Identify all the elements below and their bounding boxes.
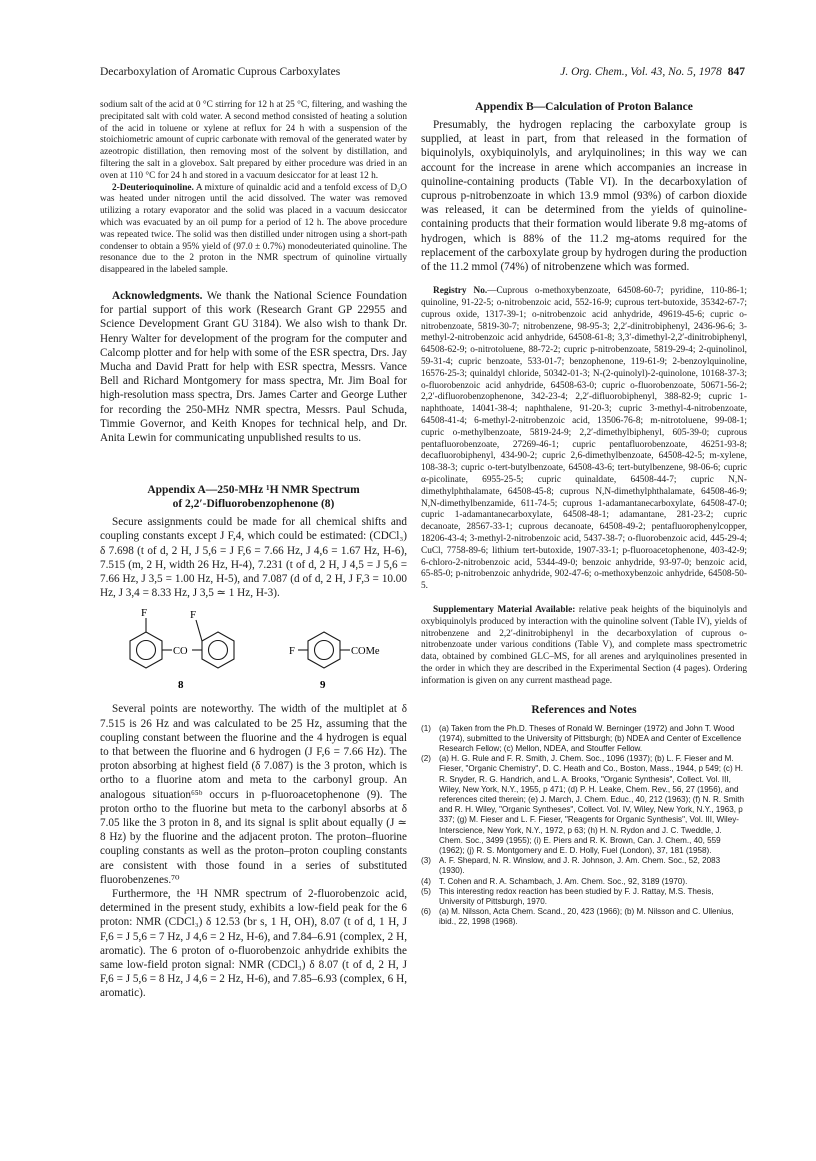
reference-number: (3)	[421, 856, 431, 866]
compound-9-number: 9	[320, 679, 326, 692]
reference-item	[421, 877, 747, 887]
references-list	[421, 724, 747, 928]
reference-text: A. F. Shepard, N. R. Winslow, and J. R. Johnson, J. Am. Chem. Soc., 52, 2083 (1930).	[439, 856, 721, 876]
reference-text: (a) H. G. Rule and F. R. Smith, J. Chem. Soc., 1096 (1937); (b) L. F. Fieser and M. Fieser, "Organic Chemistry", D. C. Heath and Co., Boston, Mass., 1944, p 549; (c) H. R. Snyder, R. G. Handrich, and L. A. Brooks, "Organic Synthesis", Collect. Vol. III, Wiley, New York, N.Y., 1955, p 471; (d) P. H. Leake, Chem. Rev., 56, 27 (1956), and references cited therein; (e) J. March, J. Chem. Educ., 40, 212 (1963); (f) N. R. Smith and R. H. Wiley, "Organic Syntheses", Collect. Vol. IV, Wiley, New York, N.Y., 1963, p 337; (g) M. Fieser and L. F. Fieser, "Reagents for Organic Synthesis", Vol. III, Wiley-Interscience, New York, N.Y., 1972, p 63; (h) H. N. Rydon and J. C. Tweddle, J. Chem. Soc., 3499 (1955); (i) E. Piers and R. K. Brown, Can. J. Chem., 40, 559 (1962); (j) R. S. Montgomery and E. D. Holly, Fuel (London), 37, 181 (1958).	[439, 754, 744, 855]
running-header	[100, 66, 745, 82]
deuterioquinoline-title: 2-Deuterioquinoline.	[112, 182, 194, 193]
right-column	[421, 100, 747, 928]
structure-9-acetyl-label: COMe	[351, 646, 380, 658]
structure-8-f-bond-right	[196, 620, 202, 641]
compound-8-number: 8	[178, 679, 184, 692]
reference-number: (1)	[421, 723, 431, 733]
appendix-a-paragraph-1: Secure assignments could be made for all chemical shifts and coupling constants except J F,4, which could be estimated: (CDCl₃) δ 7.698 (t of d, 2 H, J 5,6 = J F,6 = 7.66 Hz, J 4,6 = 1.67 Hz, H-6), 7.515 (m, 2 H, width 26 Hz, H-4), 7.231 (t of d, 2 H, J 4,5 = J 5,6 = 7.66 Hz, J 3,5 = 1.00 Hz, H-5), and 7.087 (d of d, 2 H, J F,3 = 10.00 Hz, J 3,4 = 8.33 Hz, J 3,5 ≃ 1 Hz, H-3).	[100, 516, 407, 600]
deuterioquinoline-paragraph	[100, 183, 407, 277]
appendix-a-title-line1: Appendix A—250-MHz ¹H NMR Spectrum	[147, 484, 360, 497]
structure-drawings	[100, 606, 407, 698]
reference-text: This interesting redox reaction has been studied by F. J. Rattay, M.S. Thesis, University of Pittsburgh, 1970.	[439, 886, 714, 906]
structure-8-f-right-label: F	[190, 609, 197, 622]
reference-item	[421, 907, 747, 927]
structure-8-f-left-label: F	[141, 607, 148, 620]
reference-item	[421, 887, 747, 907]
acknowledgments-body: We thank the National Science Foundation for partial support of this work (Research Grant GP 22955 and Science Development Grant GU 3184). We also wish to thank Dr. Henry Walter for development of the program for the computer and Calcomp plotter and for help with some of the ESR spectra, Drs. Jay Mucha and David Pratt for help with ESR spectra, Messrs. Vance Bell and Richard Montgomery for mass spectra, Mr. Jim Boal for high-resolution mass spectra, Drs. James Carter and George Luther for recording the 250-MHz NMR spectra, Messrs. Paul Schuda, Timmie Governor, and Keith Knopes for technical help, and Dr. Anita Lewin for communicating unpublished results to us.	[100, 289, 407, 444]
appendix-b-paragraph: Presumably, the hydrogen replacing the carboxylate group is supplied, at least in part, from that released in the formation of biquinolyls, oxybiquinolyls, and arylquinolines; in this way we can account for the increase in arene which accompanies an increase in quinoline-containing products (Table VI). In the decarboxylation of cuprous p-nitrobenzoate in which 13.9 mmol (93%) of carbon dioxide was released, it can be determined from the yields of quinoline-containing products that their formation would liberate 9.8 mg-atoms of hydrogen, which is 88% of the 11.2 mg-atoms required for the replacement of the carboxylate group by hydrogen during the production of the 11.2 mmol (74%) of nitrobenzene which was formed.	[421, 119, 747, 274]
reference-text: T. Cohen and R. A. Schambach, J. Am. Chem. Soc., 92, 3189 (1970).	[439, 876, 688, 886]
reference-item	[421, 724, 747, 755]
supplementary-body: relative peak heights of the biquinolyls and oxybiquinolyls produced by interaction with the quinoline solvent (Table IV), yields of nitrobenzene and 2,2′-dinitrobiphenyl in the decarboxylation of cuprous o-nitrobenzoate under various conditions (Table V), and complete mass spectrometric data, obtained by combined GLC–MS, for all arenes and arylquinolines presented in the order in which they are described in the Experimental Section (4 pages). Ordering information is given on any current masthead page.	[421, 604, 747, 686]
structure-8-ring-right	[202, 632, 234, 668]
acknowledgments-paragraph	[100, 289, 407, 445]
acknowledgments-title: Acknowledgments.	[112, 289, 203, 302]
registry-title: Registry No.	[433, 286, 488, 297]
reference-item	[421, 856, 747, 876]
preparation-paragraph: sodium salt of the acid at 0 °C stirring for 12 h at 25 °C, filtering, and washing the precipitated salt with cold water. A second method consisted of heating a solution of the acid in toluene or xylene at reflux for 24 h with a suspension of the stoichiometric amount of cupric carbonate with removal of the generated water by azeotropic distillation, then removing most of the solvent by distillation, and filtering the salt in a glovebox. Salt prepared by either procedure was dried in an oven at 110 °C for 24 h and stored in a vacuum desiccator for at least 12 h.	[100, 100, 407, 181]
journal-name: J. Org. Chem., Vol. 43, No. 5, 1978	[560, 66, 722, 78]
running-title: Decarboxylation of Aromatic Cuprous Carboxylates	[100, 66, 341, 78]
supplementary-paragraph	[421, 605, 747, 688]
structure-9-ring-circle	[315, 641, 334, 660]
reference-number: (5)	[421, 886, 431, 896]
structure-8-ring-left	[130, 632, 162, 668]
reference-text: (a) Taken from the Ph.D. Theses of Ronald W. Berninger (1972) and John T. Wood (1974), submitted to the University of Pittsburgh; (b) NDEA and Center of Excellence Research Fellow; (c) Mellon, NDEA, and Stouffer Fellow.	[439, 723, 742, 753]
journal-citation	[560, 66, 745, 78]
structure-9-f-label: F	[289, 646, 295, 658]
supplementary-title: Supplementary Material Available:	[433, 604, 576, 615]
reference-item	[421, 754, 747, 856]
reference-number: (4)	[421, 876, 431, 886]
page-number: 847	[727, 66, 745, 78]
structure-8-ring-right-circle	[209, 641, 228, 660]
structure-8-ring-left-circle	[137, 641, 156, 660]
structures-figure	[100, 606, 407, 698]
appendix-a-paragraph-3: Furthermore, the ¹H NMR spectrum of 2-fluorobenzoic acid, determined in the present study, exhibits a low-field peak for the 6 proton: NMR (CDCl₃) δ 12.53 (br s, 1 H, OH), 8.07 (t of d, 1 H, J F,6 = J 5,6 = 7 Hz, J 4,6 = 2 Hz, H-6), and 7.84–6.91 (complex, 2 H, aromatic). The 6 proton of o-fluorobenzoic anhydride exhibits the same low-field proton signal: NMR (CDCl₃) δ 8.07 (t of d, 2 H, J F,6 = J 5,6 = 8 Hz, J 4,6 = 2 Hz, H-6), and 7.85–6.93 (complex, 6 H, aromatic).	[100, 888, 407, 1000]
structure-9-ring	[308, 632, 340, 668]
reference-number: (2)	[421, 754, 431, 764]
left-column	[100, 100, 407, 1001]
registry-paragraph	[421, 286, 747, 593]
structure-8-carbonyl-label: CO	[173, 646, 188, 658]
appendix-a-paragraph-2: Several points are noteworthy. The width of the multiplet at δ 7.515 is 26 Hz and was calculated to be 25 Hz, assuming that the coupling constant between the fluorine and the 4 hydrogen is equal to that between the fluorine and 6 hydrogen (J F,6 = 7.66 Hz). The proton absorbing at highest field (δ 7.087) is the 3 proton, which is ortho to a fluorine atom and meta to the carbonyl group. An analogous situation⁶⁵ᵇ occurs in p-fluoroacetophenone (9). The proton ortho to the fluorine but meta to the carbonyl absorbs at δ 7.05 like the 3 proton in 8, and its signal is split about equally (J ≃ 8 Hz) by the fluorine and the adjacent proton. The proton–fluorine coupling constants as well as the proton–proton coupling constants are consistent with those found in a series of substituted fluorobenzenes.⁷⁰	[100, 703, 407, 886]
appendix-a-title-line2: of 2,2′-Difluorobenzophenone (8)	[172, 498, 335, 511]
reference-text: (a) M. Nilsson, Acta Chem. Scand., 20, 423 (1966); (b) M. Nilsson and C. Ullenius, ibid., 22, 1998 (1968).	[439, 907, 734, 927]
appendix-b-title: Appendix B—Calculation of Proton Balance	[475, 101, 693, 113]
reference-number: (6)	[421, 907, 431, 917]
registry-body: —Cuprous o-methoxybenzoate, 64508-60-7; pyridine, 110-86-1; quinoline, 91-22-5; o-nitrobenzoic acid, 552-16-9; cuprous tert-butoxide, 35342-67-7; cuprous oxide, 1317-39-1; o-nitrobenzoic acid anhydride, 49619-45-6; cupric o-nitrobenzoate, 5819-30-7; nitrobenzene, 98-95-3; 2,2′-dinitrobiphenyl, 2436-96-6; 3-methyl-2-nitrobenzoic acid anhydride, 64508-61-8; 3,3′-dimethyl-2,2′-dinitrobiphenyl, 64508-62-9; o-nitrotoluene, 88-72-2; cupric p-nitrobenzoate, 5819-29-4; 2-quinolinol, 59-31-4; cupric benzoate, 533-01-7; benzophenone, 119-61-9; 2-benzoylquinoline, 16576-25-3; quinaldyl chloride, 50342-01-3; N-(2-quinolyl)-2-quinolone, 10168-37-3; o-fluorobenzoic acid anhydride, 64508-63-0; cupric o-fluorobenzoate, 50671-56-2; 2,2′-difluorobenzophenone, 342-23-4; 2,2′-difluorobiphenyl, 388-82-9; cupric 1-naphthoate, 14041-38-4; naphthalene, 91-20-3; cupric 3-methyl-4-nitrobenzoate, 64508-41-4; 6-methyl-2-nitrobenzoic acid, 13506-76-8; m-nitrotoluene, 99-08-1; cupric o-methylbenzoate, 5819-24-9; 2,2′-dimethylbiphenyl, 605-39-0; cuprous pentafluorobenzoate, 27269-46-1; cupric pentafluorobenzoate, 46251-93-8; decafluorobiphenyl, 434-90-2; cupric 2,6-dimethylbenzoate, 64508-42-5; m-xylene, 108-38-3; cupric o-tert-butylbenzoate, 64508-43-6; tert-butylbenzene, 98-06-6; cupric α-picolinate, 6955-25-5; cupric quinaldate, 64508-44-7; cupric N,N-dimethylphthalamate, 64508-45-8; cuprous N,N-dimethylphthalamate, 64508-46-9; N,N-dimethylbenzamide, 611-74-5; cuprous 1-adamantanecarboxylate, 64508-47-0; cupric 1-adamantanecarboxylate, 64508-48-1; adamantane, 281-23-2; cupric decanoate, 28567-33-1; cuprous decanoate, 64508-49-2; pentafluorophenylcopper, 18206-43-4; 3-methyl-2-nitrobenzoic acid, 5437-38-7; o-fluorobenzoic acid, 445-29-4; CuCl, 7758-89-6; lithium tert-butoxide, 1907-33-1; p-fluoroacetophenone, 403-42-9; 6-chloro-2-nitrobenzoic acid, 5344-49-0; benzoic anhydride, 93-97-0; benzoic acid, 65-85-0; p-nitrobenzoic anhydride, 902-47-6; o-methoxybenzoic anhydride, 64508-50-5.	[421, 286, 747, 592]
deuterioquinoline-body: A mixture of quinaldic acid and a tenfold excess of D₂O was heated under nitrogen until the acid dissolved. The water was removed utilizing a rotary evaporator and the solid was placed in a vacuum desiccator which was evacuated by an oil pump for a period of 12 h. The above procedure was repeated twice. The solid was then distilled under nitrogen using a short-path condenser to obtain a 95% yield of (97.0 ± 0.7%) monodeuteriated quinoline. The resonance due to the 2 proton in the NMR spectrum of quinoline virtually disappeared in the labeled sample.	[100, 182, 407, 276]
references-title: References and Notes	[531, 703, 637, 716]
